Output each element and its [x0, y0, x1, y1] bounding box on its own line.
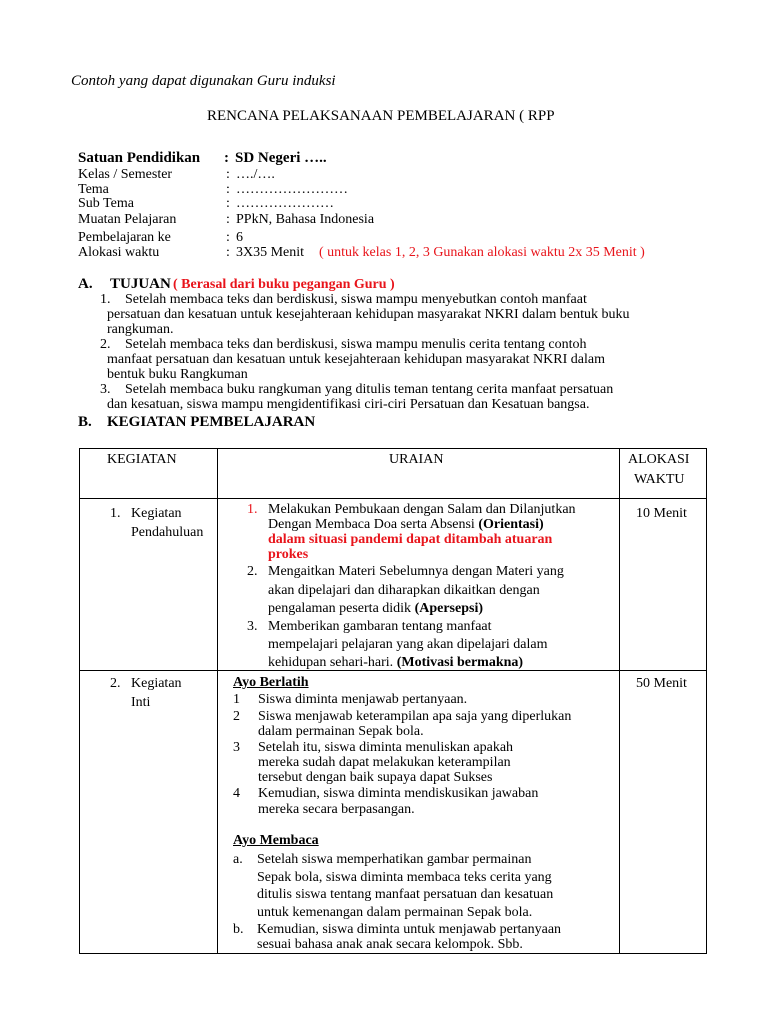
row-kegiatan: Kegiatan — [131, 506, 182, 521]
identity-colon: : — [226, 167, 230, 182]
table-border-col — [217, 448, 218, 954]
list-text: ditulis siswa tentang manfaat persatuan dan kesatuan — [257, 887, 554, 902]
item-red-note: prokes — [268, 547, 309, 562]
tujuan-line: rangkuman. — [107, 322, 174, 337]
table-border-left — [79, 448, 80, 954]
row-kegiatan: Pendahuluan — [131, 525, 204, 540]
item-text: mempelajari pelajaran yang akan dipelajari dalam — [268, 637, 548, 652]
list-text: sesuai bahasa anak anak secara kelompok. Sbb. — [257, 937, 523, 952]
identity-label: Sub Tema — [78, 196, 134, 211]
identity-label: Muatan Pelajaran — [78, 212, 177, 227]
identity-value: 3X35 Menit — [236, 245, 305, 260]
identity-colon: : — [226, 182, 230, 197]
document-title: RENCANA PELAKSANAAN PEMBELAJARAN ( RPP — [207, 108, 555, 124]
identity-label: Tema — [78, 182, 109, 197]
identity-value: …./…. — [236, 167, 275, 182]
tujuan-number: 2. — [100, 337, 111, 352]
identity-label: Pembelajaran ke — [78, 230, 171, 245]
item-text: pengalaman peserta didik — [268, 601, 412, 616]
row-waktu: 50 Menit — [636, 676, 687, 691]
row-kegiatan: Kegiatan — [131, 676, 182, 691]
list-letter: b. — [233, 922, 244, 937]
item-tag: (Apersepsi) — [414, 601, 483, 616]
list-number: 2 — [233, 709, 240, 724]
list-letter: a. — [233, 852, 243, 867]
list-text: mereka sudah dapat melakukan keterampilan — [258, 755, 511, 770]
identity-value: SD Negeri ….. — [235, 150, 327, 166]
intro-note: Contoh yang dapat digunakan Guru induksi — [71, 73, 336, 89]
item-red-note: dalam situasi pandemi dapat ditambah atuaran — [268, 532, 553, 547]
item-text: kehidupan sehari-hari. — [268, 655, 394, 670]
header-kegiatan: KEGIATAN — [107, 452, 177, 467]
identity-value: 6 — [236, 230, 243, 245]
identity-value: PPkN, Bahasa Indonesia — [236, 212, 375, 227]
tujuan-number: 1. — [100, 292, 111, 307]
row-number: 1. — [110, 506, 121, 521]
list-number: 1 — [233, 692, 240, 707]
row-waktu: 10 Menit — [636, 506, 687, 521]
item-number: 2. — [247, 564, 258, 579]
identity-colon: : — [226, 230, 230, 245]
identity-value: …………………… — [236, 182, 348, 197]
tujuan-line: Setelah membaca teks dan berdiskusi, siswa mampu menulis cerita tentang contoh — [125, 337, 587, 352]
table-border-col — [619, 448, 620, 954]
list-text: Sepak bola, siswa diminta membaca teks cerita yang — [257, 870, 552, 885]
section-b-letter: B. — [78, 414, 92, 430]
list-text: Setelah siswa memperhatikan gambar permainan — [257, 852, 532, 867]
tujuan-line: Setelah membaca teks dan berdiskusi, siswa mampu menyebutkan contoh manfaat — [125, 292, 587, 307]
item-tag: (Motivasi bermakna) — [396, 655, 524, 670]
item-text: Dengan Membaca Doa serta Absensi — [268, 517, 475, 532]
tujuan-line: dan kesatuan, siswa mampu mengidentifikasi ciri-ciri Persatuan dan Kesatuan bangsa. — [107, 397, 590, 412]
table-border-right — [706, 448, 707, 954]
section-b-heading: KEGIATAN PEMBELAJARAN — [107, 414, 316, 430]
list-text: untuk kemenangan dalam permainan Sepak bola. — [257, 905, 533, 920]
tujuan-line: Setelah membaca buku rangkuman yang ditulis teman tentang cerita manfaat persatuan — [125, 382, 614, 397]
table-border-bottom — [79, 953, 707, 954]
item-text: Memberikan gambaran tentang manfaat — [268, 619, 492, 634]
subheading-ayo-berlatih: Ayo Berlatih — [233, 675, 309, 690]
list-text: dalam permainan Sepak bola. — [258, 724, 424, 739]
header-alokasi: ALOKASI — [628, 452, 690, 467]
item-tag: (Orientasi) — [478, 517, 544, 532]
identity-colon: : — [226, 196, 230, 211]
item-text: akan dipelajari dan diharapkan dikaitkan dengan — [268, 583, 540, 598]
identity-colon: : — [226, 212, 230, 227]
section-a-note: ( Berasal dari buku pegangan Guru ) — [173, 277, 395, 292]
alokasi-note: ( untuk kelas 1, 2, 3 Gunakan alokasi waktu 2x 35 Menit ) — [319, 245, 645, 260]
identity-label: Kelas / Semester — [78, 167, 173, 182]
section-a-heading: TUJUAN — [110, 276, 171, 292]
list-number: 4 — [233, 786, 240, 801]
identity-label: Alokasi waktu — [78, 245, 160, 260]
list-text: Kemudian, siswa diminta mendiskusikan jawaban — [258, 786, 539, 801]
header-uraian: URAIAN — [389, 452, 444, 467]
list-text: tersebut dengan baik supaya dapat Sukses — [258, 770, 493, 785]
identity-label: Satuan Pendidikan — [78, 150, 201, 166]
list-text: Kemudian, siswa diminta untuk menjawab pertanyaan — [257, 922, 562, 937]
list-text: mereka secara berpasangan. — [258, 802, 415, 817]
header-waktu: WAKTU — [634, 472, 685, 487]
tujuan-line: persatuan dan kesatuan untuk kesejahteraan kehidupan masyarakat NKRI dalam bentuk buku — [107, 307, 630, 322]
list-text: Siswa menjawab keterampilan apa saja yang diperlukan — [258, 709, 572, 724]
identity-colon: : — [226, 245, 230, 260]
item-text-line — [268, 517, 544, 533]
identity-colon: : — [224, 150, 229, 166]
subheading-ayo-membaca: Ayo Membaca — [233, 833, 319, 848]
item-number: 3. — [247, 619, 258, 634]
tujuan-line: manfaat persatuan dan kesatuan untuk kesejahteraan kehidupan masyarakat NKRI dalam — [107, 352, 605, 367]
identity-value: ………………… — [236, 196, 334, 211]
list-text: Siswa diminta menjawab pertanyaan. — [258, 692, 468, 707]
item-text: Mengaitkan Materi Sebelumnya dengan Materi yang — [268, 564, 564, 579]
table-border-row — [79, 498, 707, 499]
tujuan-line: bentuk buku Rangkuman — [107, 367, 248, 382]
item-text-line — [268, 655, 523, 671]
list-number: 3 — [233, 740, 240, 755]
list-text: Setelah itu, siswa diminta menuliskan apakah — [258, 740, 514, 755]
item-number: 1. — [247, 502, 258, 517]
item-text-line — [268, 601, 483, 617]
tujuan-number: 3. — [100, 382, 111, 397]
table-border-top — [79, 448, 707, 449]
item-text: Melakukan Pembukaan dengan Salam dan Dilanjutkan — [268, 502, 576, 517]
section-a-letter: A. — [78, 276, 93, 292]
row-kegiatan: Inti — [131, 695, 151, 710]
row-number: 2. — [110, 676, 121, 691]
